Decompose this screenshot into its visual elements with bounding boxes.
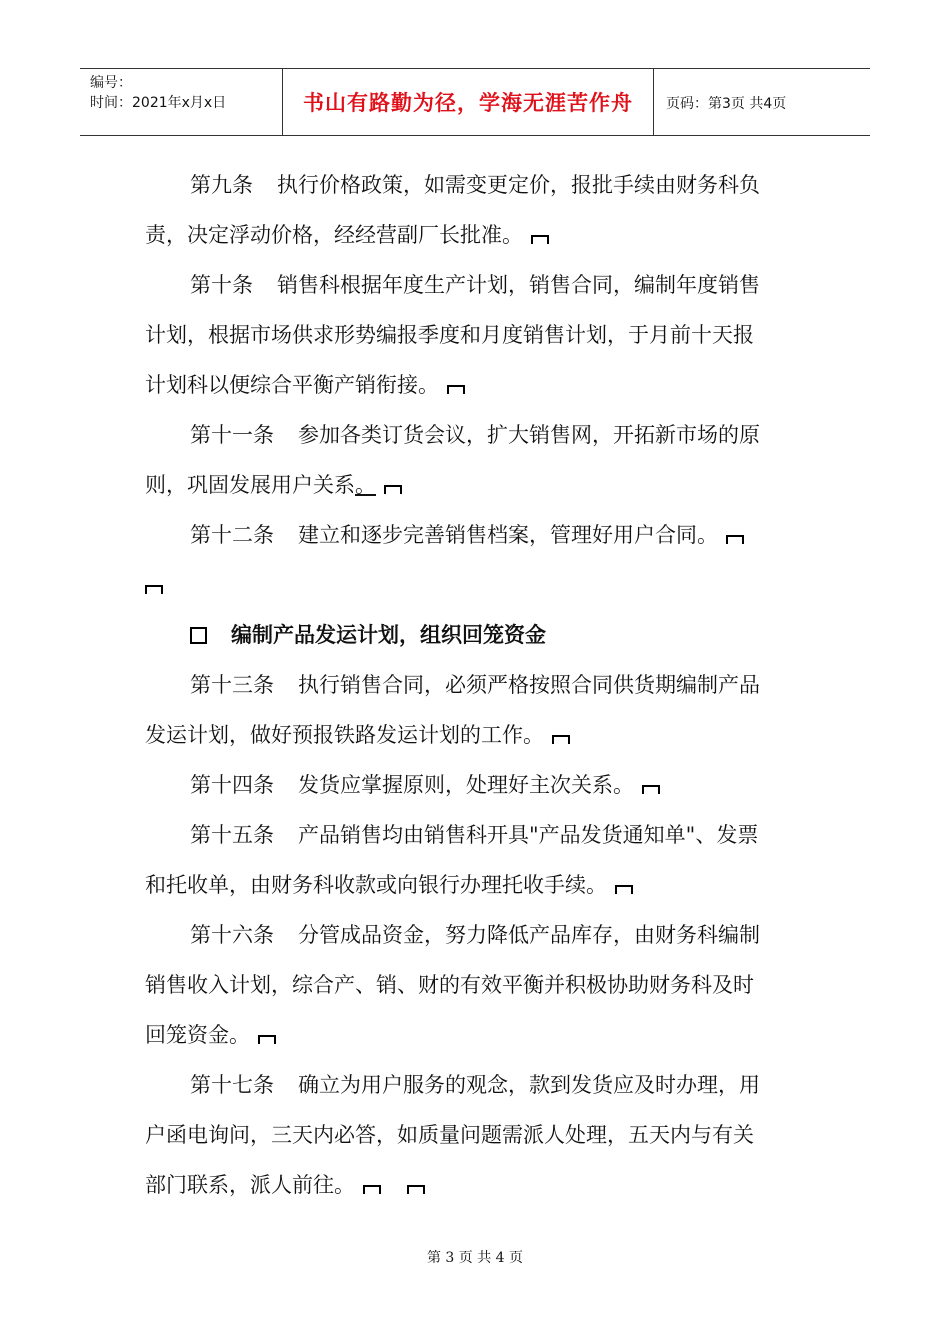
article-17-line-2 — [145, 1110, 815, 1160]
paragraph-mark-icon — [258, 1035, 276, 1044]
paragraph-mark-icon — [552, 735, 570, 744]
article-text: 则，巩固发展用户关系 — [145, 473, 355, 497]
article-text: 销售科根据年度生产计划，销售合同，编制年度销售 — [277, 273, 760, 297]
article-11-line-2 — [145, 460, 815, 510]
article-number: 第十六条 — [190, 923, 274, 947]
article-16-line-1 — [145, 910, 815, 960]
paragraph-mark-icon — [145, 585, 163, 594]
time-label: 时间：2021年x月x日 — [90, 95, 227, 111]
article-text: 分管成品资金，努力降低产品库存，由财务科编制 — [298, 923, 760, 947]
article-text: 参加各类订货会议，扩大销售网，开拓新市场的原 — [298, 423, 760, 447]
article-text: 建立和逐步完善销售档案，管理好用户合同。 — [298, 523, 718, 547]
article-number: 第九条 — [190, 173, 253, 197]
header-motto: 书山有路勤为径，学海无涯苦作舟 — [282, 69, 654, 135]
article-text: 执行价格政策，如需变更定价，报批手续由财务科负 — [277, 173, 760, 197]
article-16-line-2 — [145, 960, 815, 1010]
article-11-line-1 — [145, 410, 815, 460]
article-number: 第十五条 — [190, 823, 274, 847]
header-meta — [90, 73, 226, 113]
article-text: 执行销售合同，必须严格按照合同供货期编制产品 — [298, 673, 760, 697]
document-body — [145, 160, 815, 1210]
paragraph-mark-icon — [531, 235, 549, 244]
article-17-line-1 — [145, 1060, 815, 1110]
paragraph-mark-icon — [642, 785, 660, 794]
article-number: 第十三条 — [190, 673, 274, 697]
article-9-line-1 — [145, 160, 815, 210]
checkbox-square-icon — [190, 627, 207, 644]
paragraph-mark-icon — [615, 885, 633, 894]
article-number: 第十二条 — [190, 523, 274, 547]
article-text: 部门联系，派人前往。 — [145, 1173, 355, 1197]
section-title-text: 编制产品发运计划，组织回笼资金 — [231, 622, 546, 647]
article-17-line-3 — [145, 1160, 815, 1210]
empty-paragraph — [145, 560, 815, 610]
page-header — [80, 68, 870, 136]
header-page-info: 页码：第3页 共4页 — [666, 96, 787, 112]
article-14-line-1 — [145, 760, 815, 810]
article-text: 确立为用户服务的观念，款到发货应及时办理，用 — [298, 1073, 760, 1097]
article-text: 和托收单，由财务科收款或向银行办理托收手续。 — [145, 873, 607, 897]
article-text-underlined: 。 — [355, 473, 376, 497]
article-15-line-1 — [145, 810, 815, 860]
code-label: 编号： — [90, 75, 132, 91]
article-16-line-3 — [145, 1010, 815, 1060]
article-13-line-2 — [145, 710, 815, 760]
article-12-line-1 — [145, 510, 815, 560]
article-text: 发运计划，做好预报铁路发运计划的工作。 — [145, 723, 544, 747]
article-15-line-2 — [145, 860, 815, 910]
article-text: 回笼资金。 — [145, 1023, 250, 1047]
article-text: 产品销售均由销售科开具"产品发货通知单"、发票 — [298, 823, 759, 847]
article-10-line-2 — [145, 310, 815, 360]
paragraph-mark-icon — [384, 485, 402, 494]
article-9-line-2 — [145, 210, 815, 260]
article-number: 第十四条 — [190, 773, 274, 797]
section-title — [145, 610, 815, 660]
article-13-line-1 — [145, 660, 815, 710]
article-number: 第十七条 — [190, 1073, 274, 1097]
article-number: 第十一条 — [190, 423, 274, 447]
article-10-line-3 — [145, 360, 815, 410]
article-text: 计划科以便综合平衡产销衔接。 — [145, 373, 439, 397]
article-text: 计划，根据市场供求形势编报季度和月度销售计划，于月前十天报 — [145, 323, 754, 347]
article-text: 发货应掌握原则，处理好主次关系。 — [298, 773, 634, 797]
article-10-line-1 — [145, 260, 815, 310]
paragraph-mark-icon — [726, 535, 744, 544]
paragraph-mark-icon — [447, 385, 465, 394]
paragraph-mark-icon — [407, 1185, 425, 1194]
paragraph-mark-icon — [363, 1185, 381, 1194]
page-footer: 第 3 页 共 4 页 — [426, 1250, 524, 1266]
article-number: 第十条 — [190, 273, 253, 297]
article-text: 销售收入计划，综合产、销、财的有效平衡并积极协助财务科及时 — [145, 973, 754, 997]
article-text: 责，决定浮动价格，经经营副厂长批准。 — [145, 223, 523, 247]
article-text: 户函电询问，三天内必答，如质量问题需派人处理，五天内与有关 — [145, 1123, 754, 1147]
